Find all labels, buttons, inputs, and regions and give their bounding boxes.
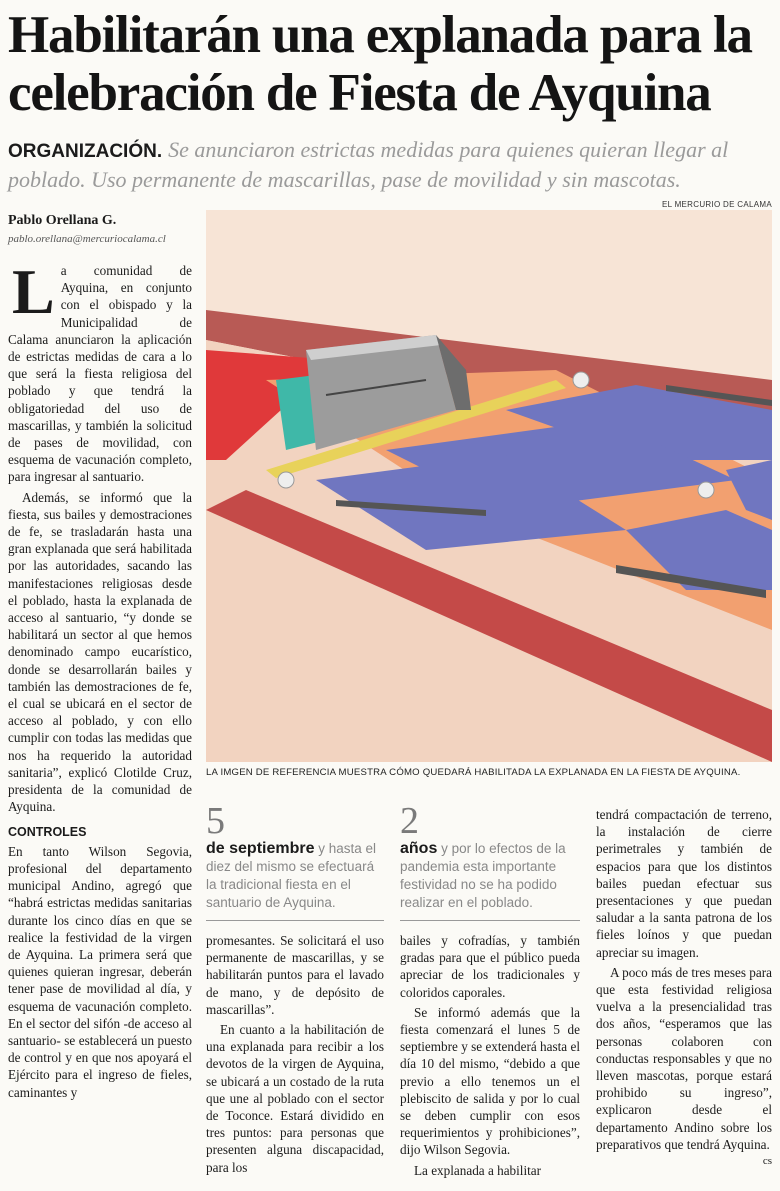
paragraph: tendrá compactación de terreno, la instalación de cierre perimetrales y también de espacios para que los distintos bailes puedan efectuar sus presentaciones y que puedan saludar a la santa patrona de los fieles loínos y que puedan apreciar su imagen. bbox=[596, 807, 772, 960]
paragraph: En tanto Wilson Segovia, profesional del departamento municipal Andino, agregó que “habrá estrictas medidas sanitarias durante los cinco días en que se realice la festividad de la virgen de Ayquina. La primera será que quienes quieran ingresar, deberán tener pase de movilidad al día, y esquema de vacunación completo. En el sector del sifón -de acceso al santuario- se establecerá un puesto de control y en que nos apoyará el Ejército para el ingreso de fieles, caminantes y bbox=[8, 843, 192, 1100]
paragraph: Se informó además que la fiesta comenzará el lunes 5 de septiembre y se extenderá hasta el día 10 del mismo, “debido a que previo a ello tenemos un el plebiscito de salida y por lo cual se deben cumplir con esos requerimientos y prohibiciones”, dijo Wilson Segovia. bbox=[400, 1004, 580, 1158]
end-mark: cs bbox=[762, 1155, 772, 1168]
paragraph: promesantes. Se solicitará el uso permanente de mascarillas, y se habilitarán puntos para el lavado de mano, y de depósito de mascarillas”. bbox=[206, 933, 384, 1017]
headline bbox=[8, 6, 772, 122]
deck-text: Se anunciaron estrictas medidas para quienes quieran llegar al poblado. Uso permanente de mascarillas, pase de movilidad y sin mascotas. bbox=[8, 137, 729, 192]
headline-line-1: Habilitarán una explanada para la bbox=[8, 6, 752, 64]
photo-caption: LA IMGEN DE REFERENCIA MUESTRA CÓMO QUEDARÁ HABILITADA LA EXPLANADA EN LA FIESTA DE AYQUINA. bbox=[206, 767, 741, 778]
column-2 bbox=[206, 932, 384, 1179]
divider bbox=[206, 920, 384, 921]
column-3 bbox=[400, 932, 580, 1182]
stat-box-years bbox=[400, 802, 580, 912]
deck bbox=[8, 136, 772, 194]
deck-kicker: ORGANIZACIÓN. bbox=[8, 141, 163, 162]
paragraph: A poco más de tres meses para que esta festividad religiosa vuelva a la presencialidad tras dos años, “esperamos que las personas colaboren con conductas responsables y que no lleven mascotas, porque estará prohibido su ingreso”, explicaron desde el departamento Andino sobre los preparativos que tendrá Ayquina. cs bbox=[596, 964, 772, 1153]
column-4 bbox=[596, 806, 772, 1170]
stat-box-date bbox=[206, 802, 384, 912]
byline: Pablo Orellana G. bbox=[8, 213, 117, 228]
paragraph: En cuanto a la habilitación de una explanada para recibir a los devotos de la virgen de Ayquina, se ubicará a un costado de la ruta que une al poblado con el sector de Toconce. Estará dividido en tres puntos: para personas que presenten alguna discapacidad, para los bbox=[206, 1022, 384, 1175]
column-1 bbox=[8, 256, 192, 1104]
subhead-controles: CONTROLES bbox=[8, 824, 87, 839]
paragraph: Además, se informó que la fiesta, sus bailes y demostraciones de fe, se trasladarán hasta una gran explanada que será habilitada por las autoridades, sacando las manifestaciones religiosas desde el poblado, hasta la explanada de acceso al santuario, “y donde se habilitará un sector al que hemos denominado campo eucarístico, donde se desarrollarán bailes y también las demostraciones de fe, el cual se ubicará en el sector de acceso al poblado, y con ello cumplir con todas las medidas que nos ha requerido la autoridad sanitaria”, explicó Clotilde Cruz, presidenta de la comunidad de Ayquina. bbox=[8, 489, 192, 815]
headline-line-2: celebración de Fiesta de Ayquina bbox=[8, 64, 711, 122]
stat-number: 2 bbox=[400, 800, 419, 842]
stat-number: 5 bbox=[206, 800, 225, 842]
paragraph: La explanada a habilitar bbox=[414, 1162, 542, 1178]
explanada-rendering bbox=[206, 210, 772, 762]
stat-text: años y por lo efectos de la pandemia esta importante festividad no se ha podido realizar en el poblado. bbox=[400, 840, 566, 910]
author-email: pablo.orellana@mercuriocalama.cl bbox=[8, 233, 166, 245]
paragraph: bailes y cofradías, y también gradas para que el público pueda apreciar de los tradicionales y coloridos caporales. bbox=[400, 933, 580, 1000]
stat-text: de septiembre y hasta el diez del mismo se efectuará la tradicional fiesta en el santuario de Ayquina. bbox=[206, 840, 377, 910]
drop-cap: L bbox=[12, 256, 55, 327]
photo-credit: EL MERCURIO DE CALAMA bbox=[661, 200, 772, 209]
divider bbox=[400, 920, 580, 921]
paragraph: La comunidad de Ayquina, en conjunto con el obispado y la Municipalidad de Calama anunciaron la aplicación de estrictas medidas de cara a lo que será la fiesta religiosa del poblado y que tendrá la obligatoriedad del uso de mascarillas, y también la solicitud de pases de movilidad, con esquema de vacunación completo, para ingresar al santuario. bbox=[8, 256, 192, 485]
